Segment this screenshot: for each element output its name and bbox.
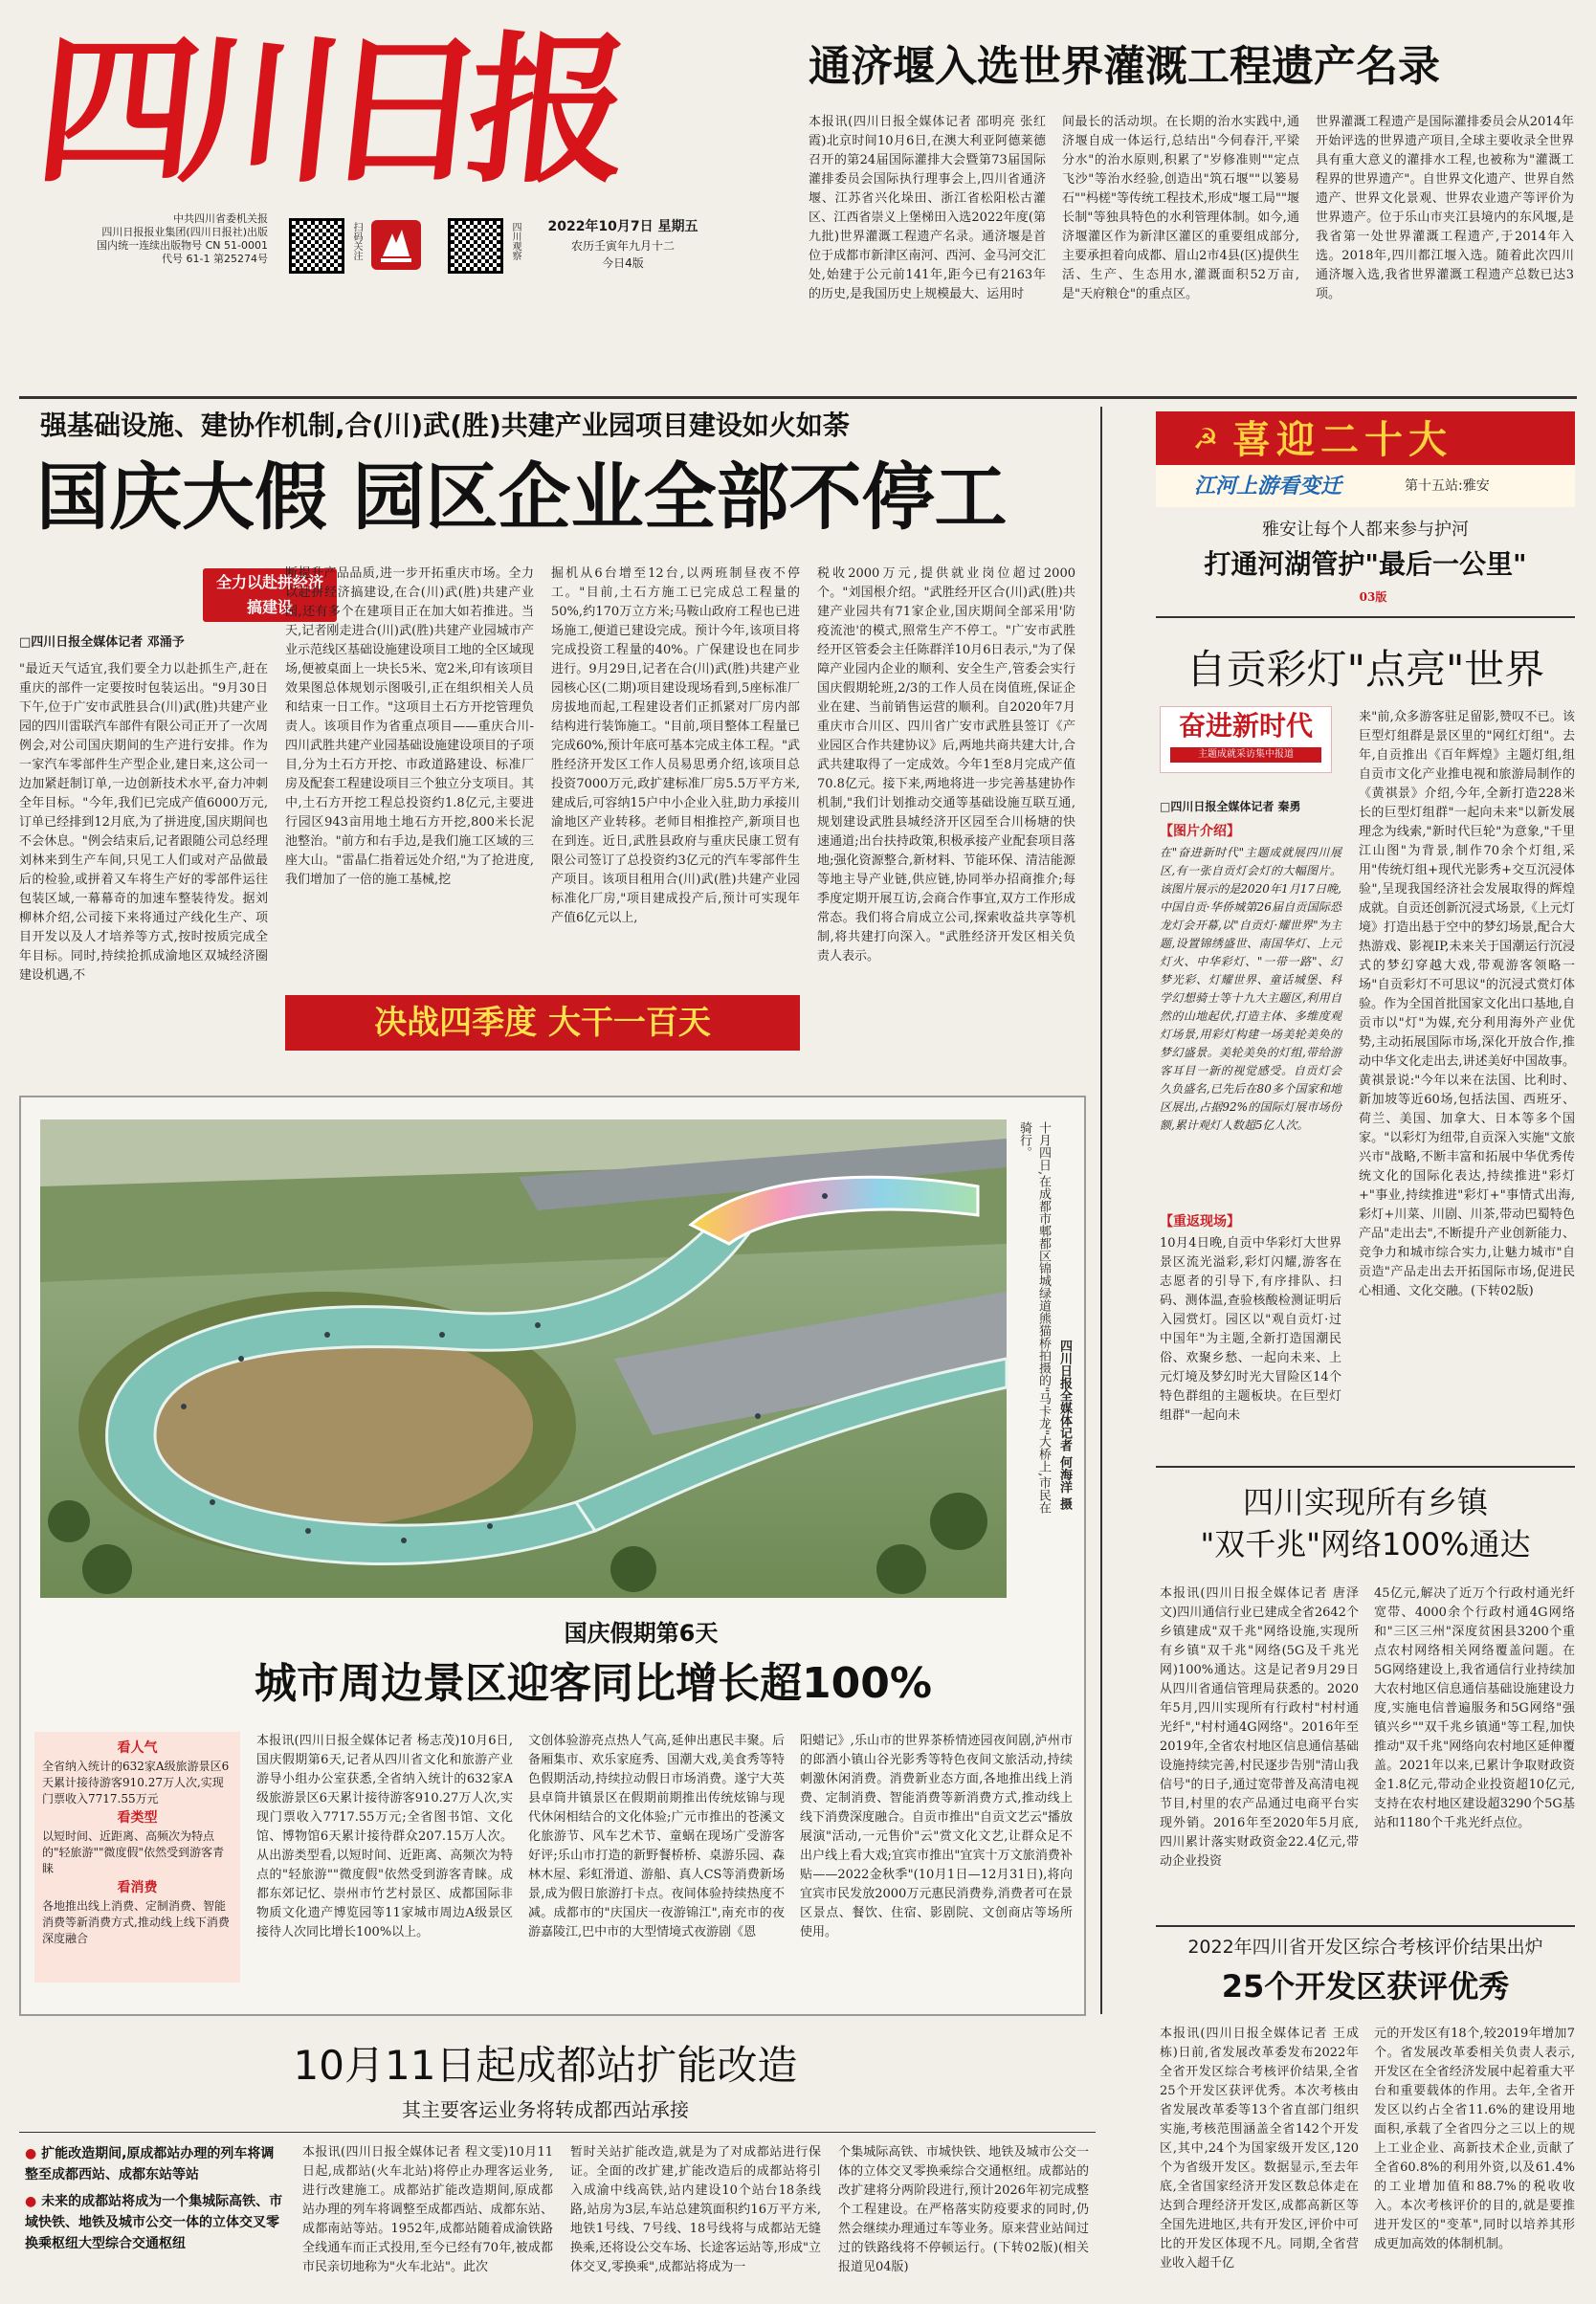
- river-headline: 打通河湖管护"最后一公里": [1204, 548, 1527, 580]
- qr-label: 四川观察: [510, 222, 521, 260]
- page-count: 今日4版: [602, 256, 644, 270]
- highlight-text: 以短时间、近距离、高频次为特点的"轻旅游""微度假"依然受到游客青睐: [42, 1829, 225, 1875]
- rail-col-1: 本报讯(四川日报全媒体记者 程文雯)10月11日起,成都站(火车北站)将停止办理客运业务,进行改建施工。成都站扩能改造期间,原成都站办理的列车将调整至成都西站、成都东站、成都南站等站。1952年,成都站随着成渝铁路全线通车而正式投用,至今已经有70年,被成都市民亲切地称为"火车北站"。此次: [302, 2145, 553, 2274]
- rail-bullet-text: 未来的成都站将成为一个集城际高铁、市域快铁、地铁及城市公交一体的立体交叉零换乘枢纽大型综合交通枢纽: [25, 2194, 283, 2251]
- main-byline: □四川日报全媒体记者 邓涌予: [19, 635, 185, 650]
- photo-caption: 十月四日,在成都市郫都区锦城绿道熊猫桥拍摄的"马卡龙"大桥上,市民在骑行。: [1017, 1121, 1051, 1515]
- main-col-2: 断提升产品品质,进一步开拓重庆市场。全力以赴拼经济搞建设,在合(川)武(胜)共建产业园,还有多个在建项目正在加大如若推进。当天,记者刚走进合(川)武(胜)共建产业园城市产业示范线区基础设施建设项目工地的全区域现场,便被桌面上一块长5米、宽2米,印有该项目效果图总体规划示图吸引,正在组织相关人员和结束一日工作。"这项目土石方开挖管理负责人。该项目作为省重点项目——重庆合川-四川武胜共建产业园基础设施建设项目的子项目,分为土石方开挖、市政道路建设、标准厂房及配套工程建设项目三个独立分支项目。其中,土石方开挖工程总投资约1.8亿元,主要进行园区943亩用地土地石方开挖,800米长泥池整治。"前方和右手边,是我们施工区域的三座大山。"雷晶仁指着远处介绍,"为了抢进度,我们增加了一倍的施工基械,挖: [285, 566, 535, 887]
- main-col-4: 税收2000万元,提供就业岗位超过2000个。"刘国根介绍。"武胜经开区合(川)武(胜)共建产业园共有71家企业,国庆期间全部采用'防疫流池'的模式,照常生产不停工。"广安市武胜经开区管委会主任陈群洋10月6日表示,"为了保障产业园内企业的顺利、安全生产,管委会实行国庆假期轮班,2/3的工作人员在岗值班,保证企业在建、当前销售运营的顺利。自2020年7月重庆市合川区、四川省广安市武胜县签订《产业园区合作共建协议》后,两地共商共建大计,合武共建取得了一定成效。今年1至8月完成产值70.8亿元。接下来,两地将进一步完善基建协作机制,"我们计划推动交通等基础设施互联互通,规划建设武胜县城经济开区园至合川杨塘的快速通道;出台扶持政策,积极承接产业配套项目落地;强化资源整合,新材料、节能环保、清洁能源等地主导产业链,供应链,协同举办招商推介;每季度定期开展互访,会商合作事宜,双方工作形成常态。我们将合肩成立公司,探索收益共享等机制,将共建打向深入。"武胜经济开发区相关负责人表示。: [817, 566, 1075, 964]
- bullet-icon: ●: [25, 2194, 42, 2209]
- lunar-date: 农历壬寅年九月十二: [570, 239, 675, 253]
- lead-headline: 通济堰入选世界灌溉工程遗产名录: [809, 42, 1440, 91]
- network-headline-2: "双千兆"网络100%通达: [1200, 1526, 1531, 1562]
- series-strip: [1156, 465, 1575, 507]
- publisher-info: [67, 212, 268, 266]
- campaign-banner: 决战四季度 大干一百天: [285, 995, 800, 1051]
- qr-code-icon[interactable]: [289, 218, 344, 274]
- rail-bullet: [25, 2143, 283, 2185]
- tourism-col-1: 本报讯(四川日报全媒体记者 杨志茂)10月6日,国庆假期第6天,记者从四川省文化和旅游产业游导小组办公室获悉,全省纳入统计的632家A级旅游景区6天累计接待游客910.27万人次,实现门票收入7717.55万元;全省图书馆、文化馆、博物馆6天累计接待群众207.15万人次。从出游类型看,以短时间、近距离、高频次为特点的"轻旅游""微度假"依然受到游客青睐。成都东郊记忆、崇州市竹艺村景区、成都国际非物质文化遗产博览园等11家城市周边A级景区接待人次同比增长100%以上。: [256, 1734, 513, 1939]
- masthead-title: 四川日报: [28, 15, 623, 205]
- publisher-line: 代号 61-1 第25274号: [162, 253, 268, 265]
- zones-col-1: 本报讯(四川日报全媒体记者 王成栋)日前,省发展改革委发布2022年全省开发区综合考核评价结果,全省25个开发区获评优秀。本次考核由省发展改革委等13个省直部门组织实施,考核范围涵盖全省142个开发区,其中,24个为国家级开发区,120个为省级开发区。数据显示,至去年底,全省国家经济开发区数总体走在达到合理经济开发区,成都高新区等全国先进地区,共有开发区,评价中可比的开发区体现不凡。同期,全省营业收入超千亿: [1160, 2027, 1359, 2271]
- highlight-text: 全省纳入统计的632家A级旅游景区6天累计接待游客910.27万人次,实现门票收入7717.55万元: [42, 1760, 230, 1806]
- main-kicker: 强基础设施、建协作机制,合(川)武(胜)共建产业园项目建设如火如荼: [40, 410, 850, 441]
- bullet-icon: ●: [25, 2146, 42, 2161]
- right-divider: [1156, 616, 1575, 618]
- photo-credit: 四川日报全媒体记者 何海洋 摄: [1057, 1340, 1072, 1511]
- zones-col-2: 元的开发区有18个,较2019年增加7个。省发展改革委相关负责人表示,开发区在全省经济发展中起着重大平台和重要载体的作用。去年,全省开发区以约占全省11.6%的建设用地面积,承载了全省四分之三以上的规上工业企业、高新技术企业,贡献了全省60.8%的利用外资,以及61.4%的工业增加值和88.7%的税收收入。本次考核评价的目的,就是要推进开发区的"变革",同时以培养其形成更加高效的体制机制。: [1374, 2027, 1575, 2251]
- party-emblem-icon: ☭: [1192, 423, 1219, 456]
- main-col-1: "最近天气适宜,我们要全力以赴抓生产,赶在重庆的部件一定要按时包装运出。"9月30日下午,位于广安市武胜县合(川)武(胜)共建产业园的四川雷联汽车部件有限公司正开了一次周例会,对公司国庆期间的生产进行安排。作为一家汽车零部件生产型企业,建日来,这公司一边加紧赶制订单,一边创新技术水平,奋力冲刺全年目标。"今年,我们已完成产值6000万元,订单已经排到12月底,为了拼进度,国庆期间也不会休息。"例会结束后,记者跟随公司总经理刘林来到生产车间,只见工人们或对产品做最后的检验,或拼着又车将生产好的零部件运往包装区域,一幕幕奇的加速车整装待发。据刘柳林介绍,公司接下来将通过产线化生产、项目开发以及人才培养等方式,按时按质完成全年目标。同时,持续抢抓成渝地区双城经济圈建设机遇,不: [19, 662, 269, 983]
- right-divider: [1156, 1925, 1575, 1927]
- tourism-kicker: 国庆假期第6天: [564, 1620, 719, 1647]
- series-title: 江河上游看变迁: [1194, 474, 1342, 498]
- qr-label: 扫码关注: [351, 222, 362, 260]
- highlight-label: 看人气: [117, 1740, 158, 1756]
- highlight-label: 看类型: [117, 1810, 158, 1826]
- rail-bullet-text: 扩能改造期间,原成都站办理的列车将调整至成都西站、成都东站等站: [25, 2146, 275, 2182]
- campaign-badge: 全力以赴拼经济搞建设: [203, 568, 337, 622]
- masthead-divider: [19, 396, 1577, 399]
- network-col-2: 45亿元,解决了近万个行政村通光纤宽带、4000余个行政村通4G网络和"三区三州"深度贫困县3200个重点农村网络相关网络覆盖问题。在5G网络建设上,我省通信行业持续加大农村地区信息通信基础设施建设力度,实施电信普遍服务和5G网络"强镇兴乡""双千兆乡镇通"等工程,加快推动"双千兆"网络向农村地区延伸覆盖。2021年以来,已累计争取财政资金1.8亿元,带动企业投资超10亿元,支持在农村地区建设超3290个5G基站和1180个千兆光纤点位。: [1374, 1586, 1575, 1830]
- issue-date: 2022年10月7日 星期五: [547, 219, 698, 234]
- publisher-line: 中共四川省委机关报: [173, 212, 268, 225]
- lantern-col-2: 来"前,众多游客驻足留影,赞叹不已。该巨型灯组群是景区里的"网红灯组"。去年,自贡推出《百年辉煌》主题灯组,组自贡市文化产业推电视和旅游局制作的《黄祺景》介绍,今年,全新打造228米长的巨型灯组群"一起向未来"以新发展理念为线索,"新时代巨轮"为意象,"千里江山图"为背景,制作70余个灯组,采用"传统灯组+现代光影秀+交互沉浸体验",呈现我国经济社会发展取得的辉煌成就。自贡还创新沉浸式场景,《上元灯境》打造出悬于空中的梦幻场景,配合大热游戏、影视IP,未来关于国潮运行沉浸式的梦幻穿越大戏,带观游客领略一场"自贡彩灯不可思议"的沉浸式赏灯体验。作为全国首批国家文化出口基地,自贡市以"灯"为媒,充分利用海外产业优势,主动拓展国际市场,深化开放合作,推动中华文化走出去,讲述美好中国故事。黄祺景说:"今年以来在法国、比利时、新加坡等近60场,包括法国、西班牙、荷兰、美国、加拿大、日本等多个国家。"以彩灯为纽带,自贡深入实施"文旅兴市"战略,不断丰富和拓展中华优秀传统文化的国际化表达,持续推进"彩灯+"事业,持续推进"彩灯+"事情式出海,彩灯+川菜、川剧、川茶,带动巴蜀特色产品"走出去",不断提升产业创新能力、竞争力和城市综合实力,让魅力城市"自贡造"产品走出去开拓国际市场,促进民心相通、文化交融。(下转02版): [1359, 710, 1575, 1298]
- era-tag-sub: 主题成就采访集中报道: [1170, 747, 1321, 763]
- lead-col-2: 间最长的活动坝。在长期的治水实践中,通济堰自成一体运行,总结出"今伺春汗,平梁分水"的治水原则,积累了"岁修准则""定点飞沙"等治水经验,创造出"筑石堰""以篓易石""杩槎"等传统工程技术,形成"堰工局""堰长制"等独具特色的水利管理体制。如今,通济堰灌区作为新津区灌区的重要组成部分,主要承担着向成都、眉山2市4县(区)提供生活、生产、生态用水,灌溉面积52万亩,是"天府粮仓"的重点区。: [1062, 115, 1300, 301]
- tourism-col-3: 阳蜡记》,乐山市的世界茶桥情迹园夜间剧,泸州市的郎酒小镇山谷光影秀等特色夜间文旅活动,持续刺激休闲消费。消费新业态方面,各地推出线上消费、定制消费、智能消费等新消费方式,推动线上线下消费深度融合。自贡市推出"自贡文艺云"播放展演"活动,一元售价"云"赏文化文艺,让群众足不出户线上看大戏;宜宾市推出"宜宾十万文旅消费补贴——2022金秋季"(10月1日—12月31日),将向宜宾市民发放2000万元惠民消费券,消费者可在景区景点、餐饮、住宿、影剧院、文创商店等场所使用。: [800, 1734, 1073, 1939]
- right-divider: [1156, 1466, 1575, 1468]
- highlight-label: 看消费: [117, 1880, 158, 1895]
- lead-col-1: 本报讯(四川日报全媒体记者 邵明亮 张红霞)北京时间10月6日,在澳大利亚阿德莱德召开的第24届国际灌排大会暨第73届国际灌排委员会国际执行理事会上,四川省通济堰、江苏省兴化垛田、浙江省松阳松古灌区、江西省崇义上堡梯田入选2022年度(第九批)世界灌溉工程遗产名录。通济堰是首位于成都市新津区南河、西河、金马河交汇处,始建于公元前141年,距今已有2163年的历史,是我国历史上规模最大、运用时: [809, 115, 1046, 301]
- network-headline-1: 四川实现所有乡镇: [1242, 1484, 1488, 1520]
- lantern-scene-text: 10月4日晚,自贡中华彩灯大世界景区流光溢彩,彩灯闪耀,游客在志愿者的引导下,有序排队、扫码、测体温,查验核酸检测证明后入园赏灯。园区以"观自贡灯·过中国年"为主题,全新打造国潮民俗、欢聚乡愁、一起向未来、上元灯境及梦幻时光大冒险区14个特色群组的主题板块。在巨型灯组群"一起向未: [1160, 1236, 1341, 1423]
- lantern-photo-text: 在"奋进新时代"主题成就展四川展区,有一张自贡灯会灯的大幅图片。该图片展示的是2020年1月17日晚,中国自贡·华侨城第26届自贡国际恐龙灯会开幕,以"自贡灯·耀世界"为主题,设置锦绣盛世、南国华灯、上元灯火、中华彩灯、"一带一路"、幻梦光彩、灯耀世界、童话城堡、科学幻想骑士等十九大主题区,利用自然的山地起伏,打造主体、多维度观灯场景,用彩灯构建一场美轮美奂的梦幻盛景。美轮美奂的灯组,带给游客耳目一新的视觉感受。自贡灯会久负盛名,已先后在80多个国家和地区展出,占据92%的国际灯展市场份额,累计观灯人数超5亿人次。: [1160, 846, 1341, 1132]
- date-block: [542, 216, 704, 272]
- lantern-byline: □四川日报全媒体记者 秦勇: [1160, 800, 1301, 813]
- main-col-3: 掘机从6台增至12台,以两班制昼夜不停工。"目前,土石方施工已完成总工程量的50%,约170万立方米;马鞍山政府工程也已进场施工,便道已建设完成。预计今年,该项目将完成投资工程量的40%。广保建设也在同步进行。9月29日,记者在合(川)武(胜)共建产业园核心区(二期)项目建设现场看到,5座标准厂房拔地而起,工程建设者们正抓紧对厂房内部结构进行装饰施工。"目前,项目整体工程量已完成60%,预计年底可基本完成主体工程。"武胜经济开发区工作人员易思勇介绍,该项目总投资7000万元,政扩建标准厂房5.5万平方米,建成后,可容纳15户中小企业入驻,助力承接川渝地区产业转移。老师目相推控产,新项目也在到连。近日,武胜县政府与重庆民康工贸有限公司签订了总投资约3亿元的汽车零部件生产项目。该项目租用合(川)武(胜)共建产业园标准化厂房,"项目建成投产后,预计可实现年产值6亿元以上,: [551, 566, 801, 925]
- tourism-col-2: 文创体验游亮点热人气高,延伸出惠民丰聚。后备厢集市、欢乐家庭秀、国潮大戏,美食秀等特色假期活动,持续拉动假日市场消费。遂宁大英县卓筒井镇景区在假期前期推出传统炫锦与现代休闲相结合的文化体验;广元市推出的苍溪文化旅游节、风车艺术节、童蜗在现场广受游客好评;乐山市打造的新野餐桥桥、桌游乐园、森林木屋、彩虹滑道、游船、真人CS等消费新场景,成为假日旅游打卡点。夜间体验持续热度不减。成都市的"庆国庆一夜游锦江",南充市的夜游嘉陵江,巴中市的大型情境式夜游剧《恩: [528, 1734, 785, 1939]
- era-tag-title: 奋进新时代: [1178, 710, 1313, 742]
- lead-col-3: 世界灌溉工程遗产是国际灌排委员会从2014年开始评选的世界遗产项目,全球主要收录全世界具有重大意义的灌排水工程,也被称为"灌溉工程界的世界遗产"。自世界文化遗产、世界自然遗产、世界文化景观、世界农业遗产等评价为世界遗产。位于乐山市夹江县境内的东风堰,是我省第一处世界灌溉工程遗产,于2014年入选。2018年,四川都江堰入选。随着此次四川通济堰入选,我省世界灌溉工程遗产总数已达3项。: [1316, 115, 1574, 301]
- rail-bullets: [25, 2143, 283, 2254]
- tourism-headline: 城市周边景区迎客同比增长超100%: [255, 1659, 932, 1708]
- rail-col-3: 个集城际高铁、市城快铁、地铁及城市公交一体的立体交叉零换乘综合交通枢纽。成都站的改扩建将分两阶段进行,预计2026年初完成整个工程建设。在严格落实防疫要求的同时,仍然会继续办理通过车等业务。原来营业站间过过的铁路线将不停顿运行。(下转02版)(相关报道见04版): [838, 2145, 1089, 2274]
- zones-headline: 25个开发区获评优秀: [1221, 1968, 1510, 2005]
- section-banner-title: 喜迎二十大: [1232, 417, 1452, 462]
- series-number: 第十五站:雅安: [1405, 478, 1490, 494]
- qr-code-icon[interactable]: [448, 218, 503, 274]
- zones-kicker: 2022年四川省开发区综合考核评价结果出炉: [1187, 1937, 1543, 1958]
- era-tag: [1160, 706, 1332, 773]
- lantern-scene-label: 【重返现场】: [1160, 1214, 1240, 1230]
- main-headline: 国庆大假 园区企业全部不停工: [36, 454, 1008, 540]
- lantern-lead-label: 【图片介绍】: [1160, 824, 1240, 839]
- rail-bullet: [25, 2191, 283, 2254]
- rail-kicker: 其主要客运业务将转成都西站承接: [402, 2098, 689, 2121]
- page-ref[interactable]: 03版: [1359, 590, 1387, 604]
- river-kicker: 雅安让每个人都来参与护河: [1262, 520, 1469, 540]
- bridge-photo: [40, 1119, 1007, 1598]
- rail-headline: 10月11日起成都站扩能改造: [293, 2042, 798, 2089]
- tourism-highlight-box: [34, 1732, 240, 1983]
- column-divider: [1100, 407, 1102, 2014]
- network-col-1: 本报讯(四川日报全媒体记者 唐泽文)四川通信行业已建成全省2642个乡镇建成"双千兆"网络设施,实现所有乡镇"双千兆"网络(5G及千兆光网)100%通达。这是记者9月29日从四川省通信管理局获悉的。2020年5月,四川实现所有行政村"村村通光纤","村村通4G网络"。2016年至2019年,全省农村地区信息通信基础设施持续完善,村民逐步告别"清山我信号"的日子,通过宽带普及高清电视节目,村里的农产品通过电商平台实现外销。2016年至2020年5月底,四川累计落实财政资金22.4亿元,带动企业投资: [1160, 1586, 1359, 1869]
- rail-divider: [19, 2132, 1096, 2133]
- newspaper-logo-icon: [371, 220, 421, 270]
- congress-banner: [1156, 411, 1575, 507]
- highlight-text: 各地推出线上消费、定制消费、智能消费等新消费方式,推动线上线下消费深度融合: [42, 1899, 230, 1945]
- publisher-line: 国内统一连续出版物号 CN 51-0001: [97, 239, 268, 252]
- lantern-headline: 自贡彩灯"点亮"世界: [1186, 646, 1545, 693]
- publisher-line: 四川日报报业集团(四川日报社)出版: [101, 226, 268, 238]
- rail-col-2: 暂时关站扩能改造,就是为了对成都站进行保证。全面的改扩建,扩能改造后的成都站将引入成渝中线高铁,站内建设10个站台18条线路,站房为3层,车站总建筑面积约16万平方米,地铁1号线、7号线、18号线将与成都站无缝换乘,还将设公交车场、长途客运站等,形成"立体交叉,零换乘",成都站将成为一: [570, 2145, 821, 2274]
